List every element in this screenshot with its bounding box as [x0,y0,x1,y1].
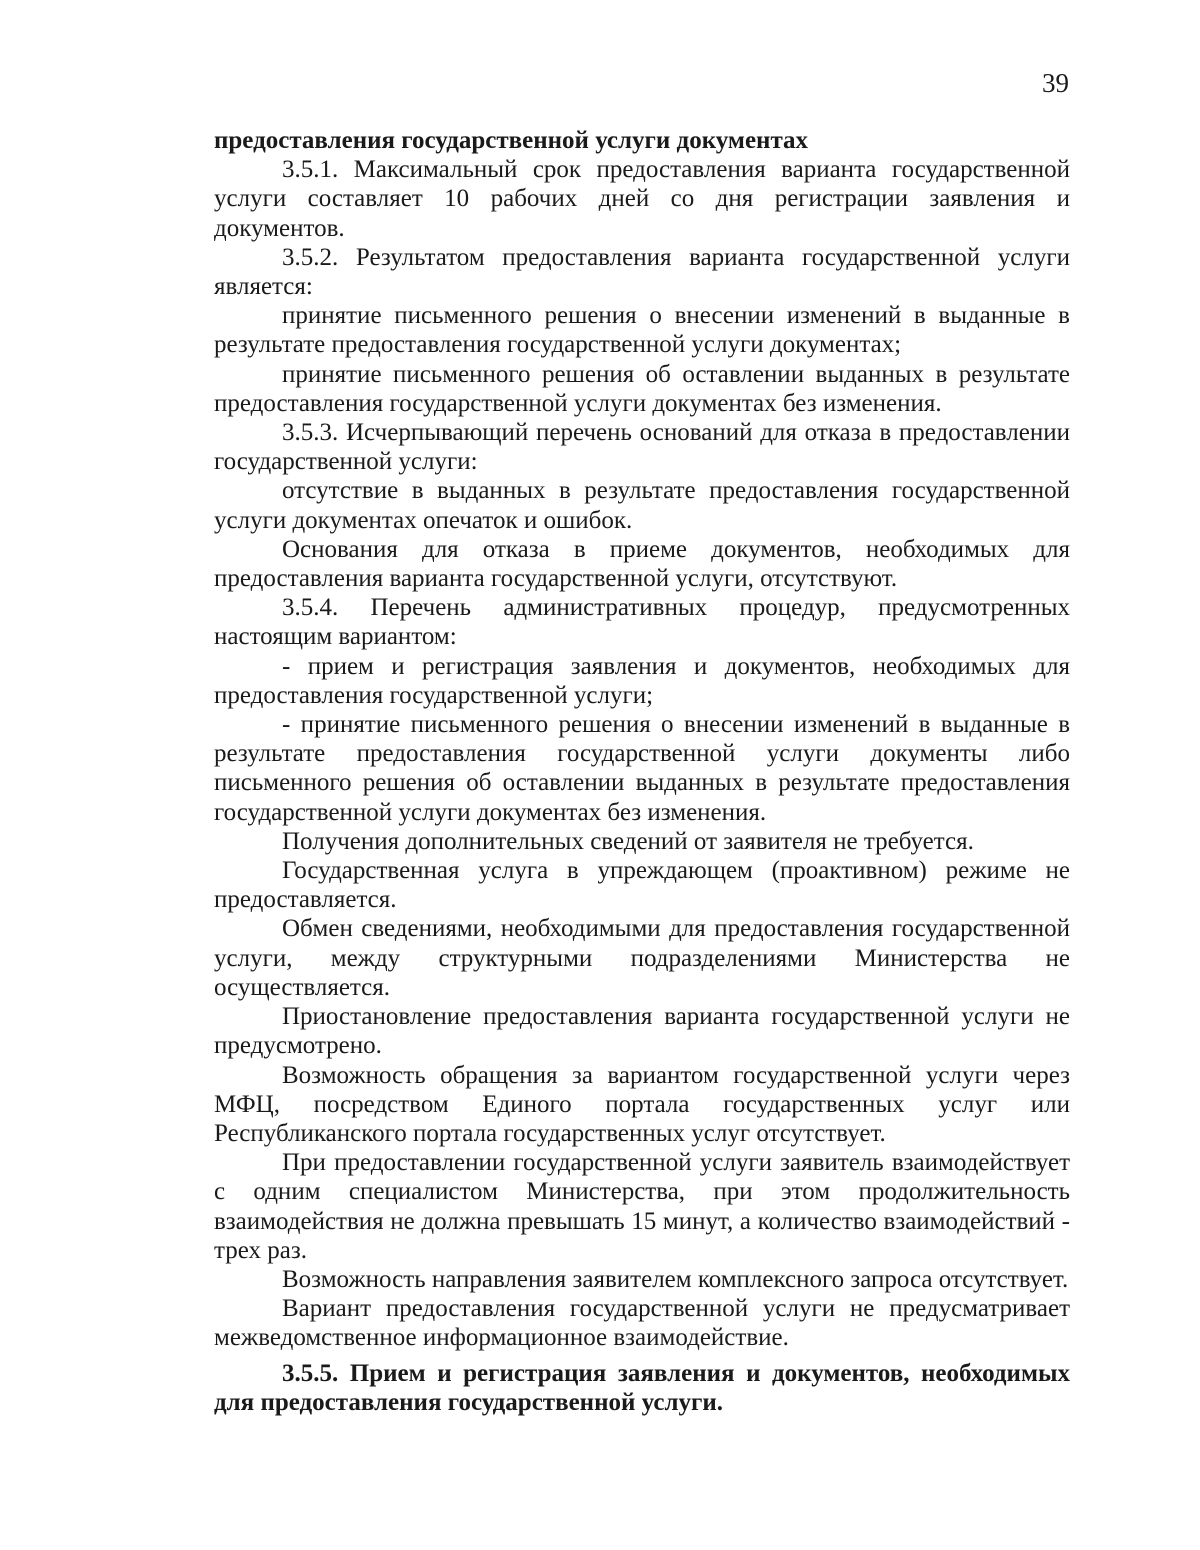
paragraph-3-5-2: 3.5.2. Результатом предоставления варианта государственной услуги является: [214,243,1070,301]
interaction-paragraph: При предоставлении государственной услуги заявитель взаимодействует с одним специалистом Министерства, при этом продолжительность взаимодействия не должна превышать 15 минут, а количество взаимодействий - трех раз. [214,1149,1070,1264]
paragraph-3-5-1: 3.5.1. Максимальный срок предоставления варианта государственной услуги составляет 10 рабочих дней со дня регистрации заявления и документов. [214,156,1070,242]
additional-info-paragraph: Получения дополнительных сведений от заявителя не требуется. [282,827,974,855]
proactive-mode-paragraph: Государственная услуга в упреждающем (проактивном) режиме не предоставляется. [214,857,1070,914]
mfc-portal-paragraph: Возможность обращения за вариантом государственной услуги через МФЦ, посредством Единого портала государственных услуг или Республиканского портала государственных услуг отсутствует. [214,1061,1070,1147]
result-item-1: принятие письменного решения о внесении изменений в выданные в результате предоставления государственной услуги документах; [214,302,1070,359]
section-heading-3-5-5: 3.5.5. Прием и регистрация заявления и документов, необходимых для предоставления государственной услуги. [214,1359,1070,1416]
complex-request-paragraph: Возможность направления заявителем комплексного запроса отсутствует. [282,1265,1069,1293]
interagency-paragraph: Вариант предоставления государственной услуги не предусматривает межведомственное информационное взаимодействие. [214,1295,1070,1352]
procedure-item-1: - прием и регистрация заявления и документов, необходимых для предоставления государственной услуги; [214,652,1070,709]
section-heading-continuation: предоставления государственной услуги документах [214,127,809,154]
procedure-item-2: - принятие письменного решения о внесении изменений в выданные в результате предоставления государственной услуги документы либо письменного решения об оставлении выданных в результате предоставления государственной услуги документах без изменения. [214,711,1070,826]
paragraph-3-5-4: 3.5.4. Перечень административных процедур, предусмотренных настоящим вариантом: [214,594,1070,651]
result-item-2: принятие письменного решения об оставлении выданных в результате предоставления государственной услуги документах без изменения. [214,360,1070,417]
document-body [214,126,1070,1417]
suspension-paragraph: Приостановление предоставления варианта государственной услуги не предусмотрено. [214,1003,1070,1060]
no-refusal-grounds: Основания для отказа в приеме документов, необходимых для предоставления варианта государственной услуги, отсутствуют. [214,535,1070,593]
page-number: 39 [1042,68,1069,98]
paragraph-3-5-3: 3.5.3. Исчерпывающий перечень оснований для отказа в предоставлении государственной услуги: [214,419,1070,476]
information-exchange-paragraph: Обмен сведениями, необходимыми для предоставления государственной услуги, между структурными подразделениями Министерства не осуществляется. [214,915,1070,1001]
refusal-ground: отсутствие в выданных в результате предоставления государственной услуги документах опечаток и ошибок. [214,477,1070,534]
